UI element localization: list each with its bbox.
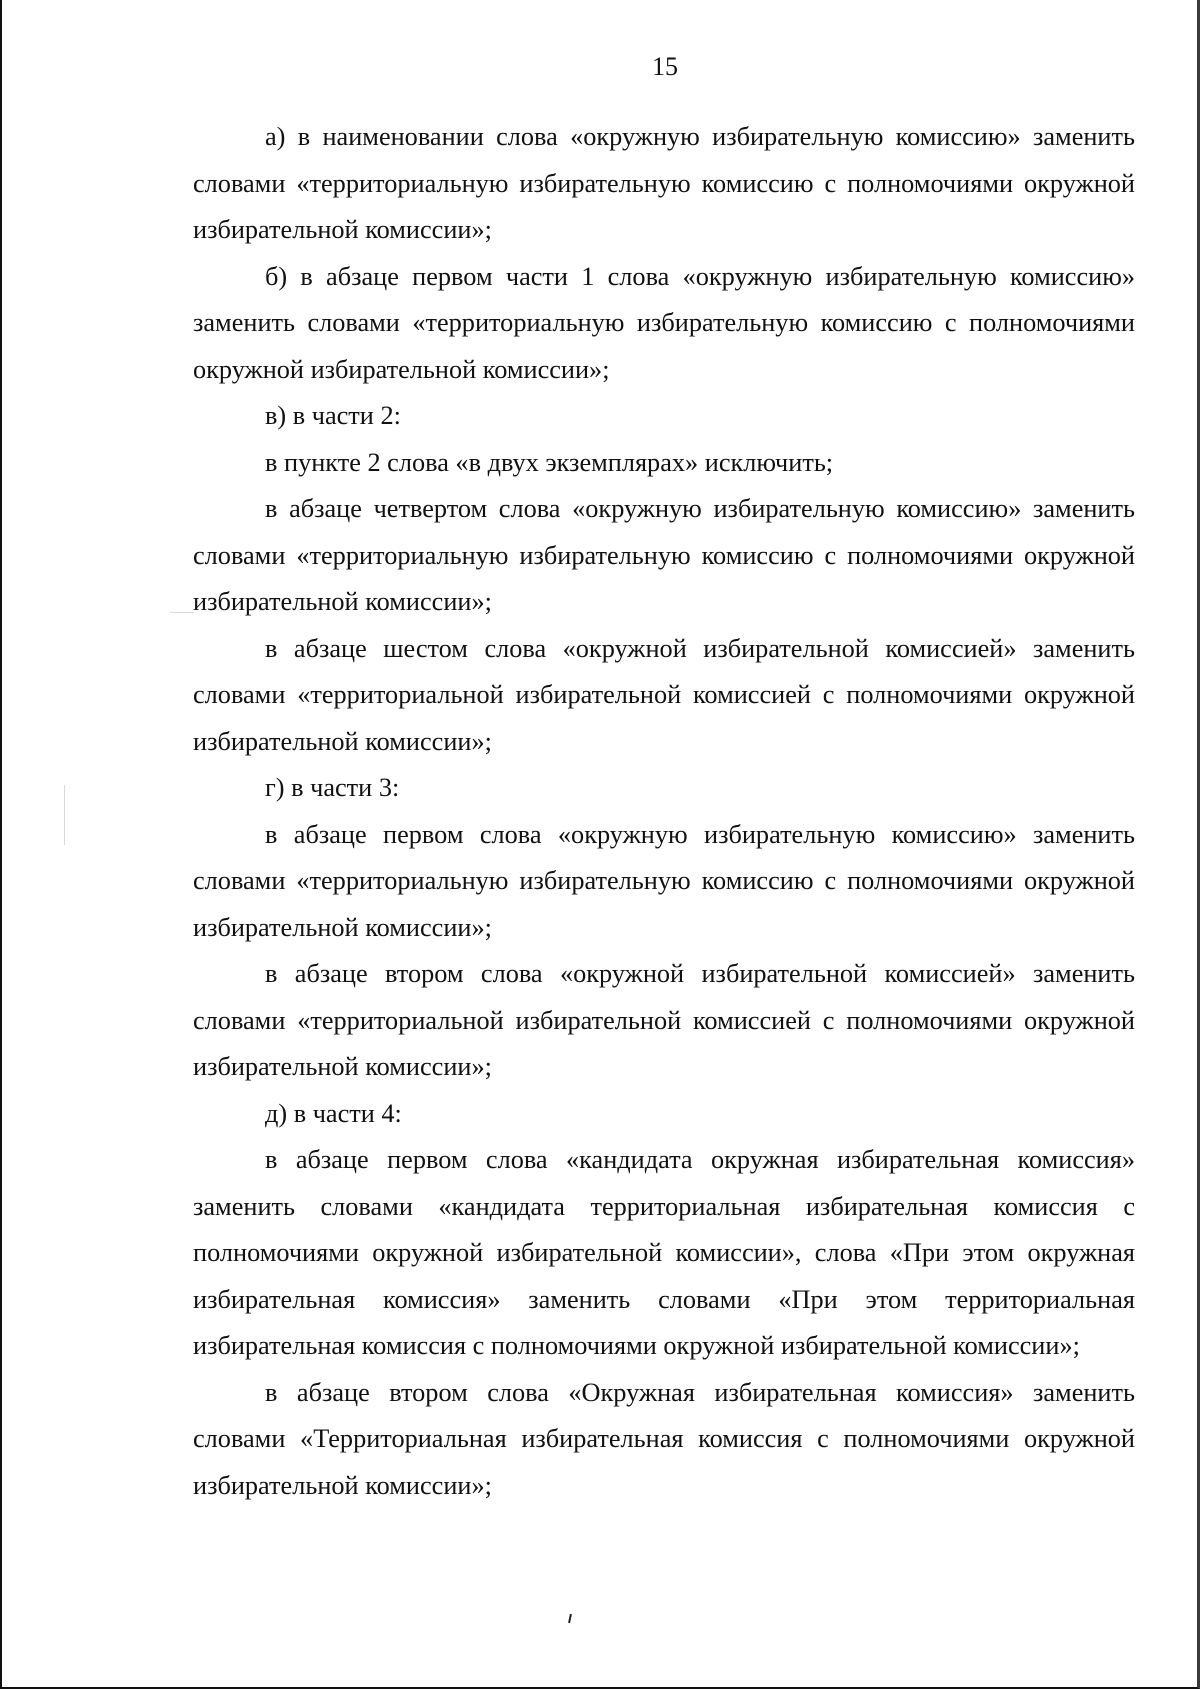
paragraph: в пункте 2 слова «в двух экземплярах» исключить; bbox=[265, 447, 834, 477]
document-body bbox=[193, 114, 1135, 1509]
paragraph: в абзаце первом слова «окружную избирательную комиссию» заменить словами «территориальную избирательную комиссию с полномочиями окружной избирательной комиссии»; bbox=[193, 819, 1135, 942]
paragraph: в абзаце втором слова «окружной избирательной комиссией» заменить словами «территориальной избирательной комиссией с полномочиями окружной избирательной комиссии»; bbox=[193, 959, 1135, 1081]
scan-margin-mark bbox=[170, 612, 194, 613]
paragraph: а) в наименовании слова «окружную избирательную комиссию» заменить словами «территориальную избирательную комиссию с полномочиями окружной избирательной комиссии»; bbox=[193, 122, 1135, 244]
paragraph: в абзаце втором слова «Окружная избирательная комиссия» заменить словами «Территориальная избирательная комиссия с полномочиями окружной избирательной комиссии»; bbox=[193, 1377, 1135, 1500]
paragraph: д) в части 4: bbox=[265, 1098, 402, 1128]
scan-speck bbox=[568, 1614, 572, 1623]
paragraph: в) в части 2: bbox=[265, 401, 401, 430]
paragraph: г) в части 3: bbox=[265, 773, 400, 802]
paragraph: в абзаце четвертом слова «окружную избирательную комиссию» заменить словами «территориальную избирательную комиссию с полномочиями окружной избирательной комиссии»; bbox=[193, 494, 1135, 616]
paragraph: в абзаце шестом слова «окружной избирательной комиссией» заменить словами «территориальной избирательной комиссией с полномочиями окружной избирательной комиссии»; bbox=[193, 633, 1135, 756]
scan-margin-mark bbox=[64, 785, 65, 845]
page-number: 15 bbox=[652, 52, 678, 81]
paragraph: в абзаце первом слова «кандидата окружная избирательная комиссия» заменить словами «кандидата территориальная избирательная комиссия с полномочиями окружной избирательной комиссии», слова «При этом окружная избирательная комиссия» заменить словами «При этом территориальная избирательная комиссия с полномочиями окружной избирательной комиссии»; bbox=[193, 1145, 1135, 1360]
paragraph: б) в абзаце первом части 1 слова «окружную избирательную комиссию» заменить словами «территориальную избирательную комиссию с полномочиями окружной избирательной комиссии»; bbox=[193, 261, 1135, 384]
